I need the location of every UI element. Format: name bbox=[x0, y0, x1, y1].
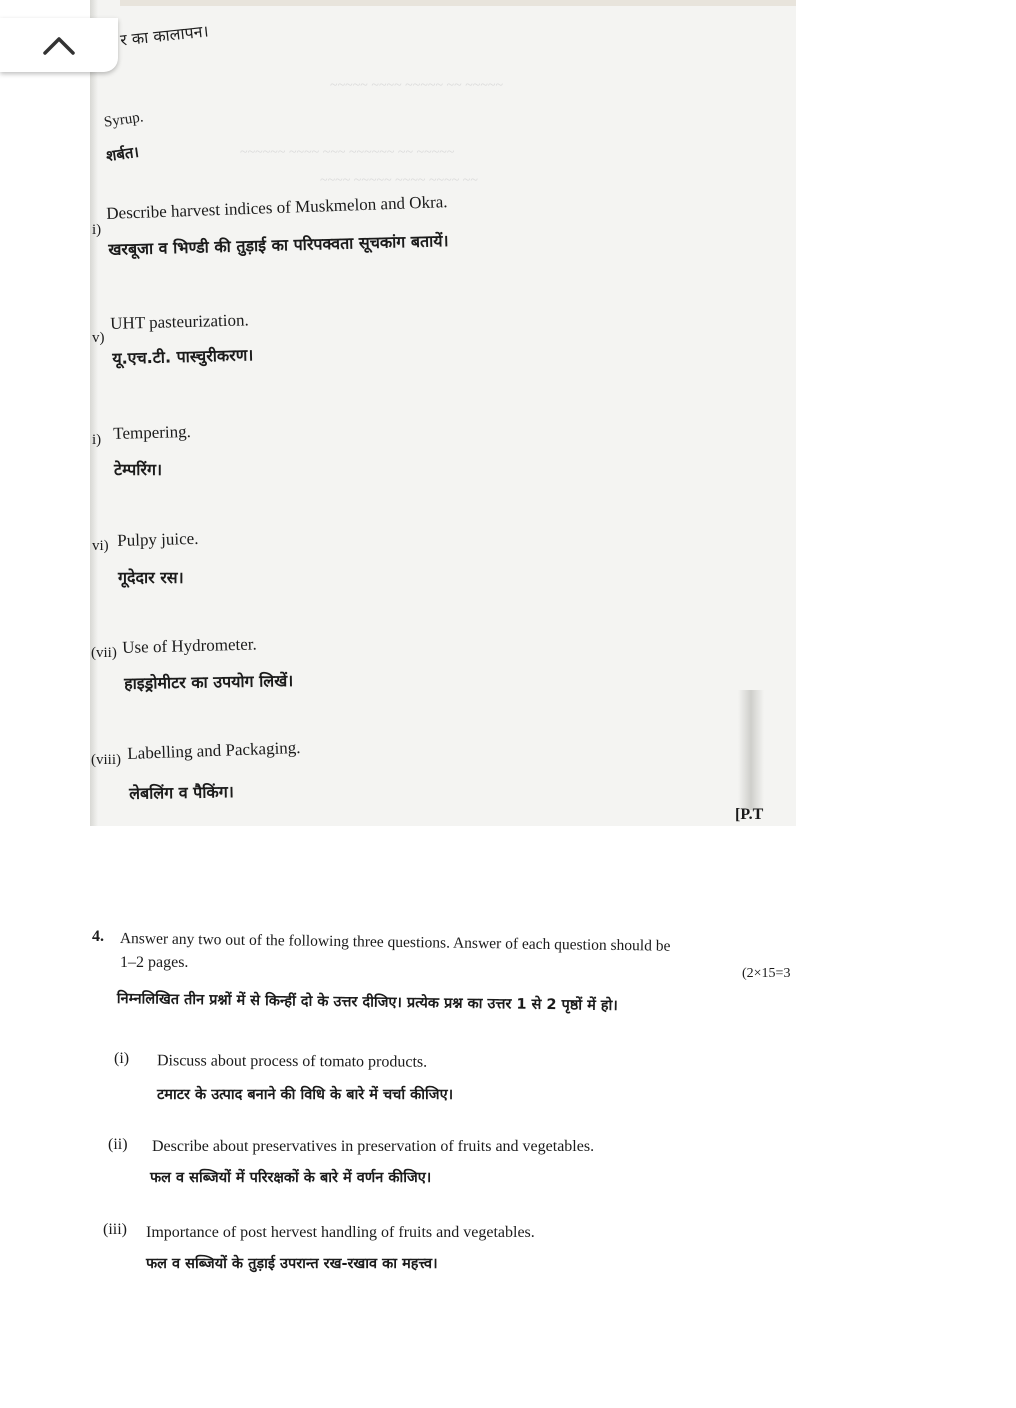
subquestion-en: Discuss about process of tomato products. bbox=[156, 1052, 428, 1071]
subquestion-hi: टमाटर के उत्पाद बनाने की विधि के बारे में चर्चा कीजिए। bbox=[157, 1087, 454, 1103]
subquestion-en: Describe about preservatives in preservation of fruits and vegetables. bbox=[152, 1138, 595, 1155]
question-en: Use of Hydrometer. bbox=[122, 634, 258, 657]
sheet-fold-shade bbox=[738, 690, 764, 810]
pto-label: [P.T bbox=[735, 806, 764, 823]
syrup-hi: शर्बत। bbox=[104, 142, 141, 166]
subquestion-marker: (i) bbox=[114, 1050, 130, 1067]
question-en: UHT pasteurization. bbox=[110, 310, 249, 333]
question-marker: (vii) bbox=[91, 645, 117, 661]
section-instruction-hi: निम्नलिखित तीन प्रश्नों में से किन्हीं दो के उत्तर दीजिए। प्रत्येक प्रश्न का उत्तर 1 से 2 पृष्ठों में हो। bbox=[116, 990, 618, 1014]
scanned-sheet-upper bbox=[90, 0, 796, 826]
section-number: 4. bbox=[92, 928, 104, 945]
question-marker: i) bbox=[92, 432, 102, 448]
syrup-en: Syrup. bbox=[103, 109, 145, 131]
question-en: Labelling and Packaging. bbox=[127, 737, 301, 763]
section-instruction-line1: Answer any two out of the following three questions. Answer of each question should be bbox=[119, 930, 671, 955]
heading-fragment: र का कालापन। bbox=[119, 21, 210, 50]
subquestion-en: Importance of post hervest handling of fruits and vegetables. bbox=[146, 1224, 535, 1241]
question-marker: i) bbox=[92, 222, 102, 238]
section-instruction-line2: 1–2 pages. bbox=[120, 954, 189, 971]
bleed-through-text: ~~~~~~ ~~~~ ~~~ ~~~~~~ ~~ ~~~~~ bbox=[240, 145, 455, 160]
question-en: Describe harvest indices of Muskmelon and Okra. bbox=[106, 192, 448, 223]
question-marker: (viii) bbox=[91, 752, 121, 768]
question-marker: v) bbox=[92, 330, 105, 346]
bleed-through-text: ~~~~ ~~~~~ ~~~~ ~~~~ ~~ bbox=[320, 173, 478, 188]
question-marker: vi) bbox=[92, 538, 109, 554]
question-hi: हाइड्रोमीटर का उपयोग लिखें। bbox=[124, 671, 294, 693]
back-button[interactable] bbox=[0, 18, 118, 72]
question-hi: यू.एच.टी. पास्चुरीकरण। bbox=[112, 345, 254, 368]
question-hi: खरबूजा व भिण्डी की तुड़ाई का परिपक्वता सूचकांग बतायें। bbox=[108, 231, 449, 259]
subquestion-marker: (ii) bbox=[108, 1136, 128, 1153]
chevron-up-icon bbox=[41, 33, 77, 57]
section-marks: (2×15=3 bbox=[742, 966, 791, 981]
question-hi: लेबलिंग व पैकिंग। bbox=[129, 782, 234, 803]
question-en: Tempering. bbox=[113, 421, 192, 443]
subquestion-hi: फल व सब्जियों में परिरक्षकों के बारे में वर्णन कीजिए। bbox=[150, 1170, 432, 1186]
bleed-through-text: ~~~~~ ~~~~ ~~~~~ ~~ ~~~~~ bbox=[330, 78, 504, 93]
sheet-edge-shadow bbox=[90, 0, 98, 826]
sheet-top-strip bbox=[120, 0, 796, 6]
question-en: Pulpy juice. bbox=[117, 528, 199, 550]
subquestion-marker: (iii) bbox=[103, 1221, 127, 1238]
question-hi: टेम्परिंग। bbox=[114, 460, 163, 479]
subquestion-hi: फल व सब्जियों के तुड़ाई उपरान्त रख-रखाव का महत्त्व। bbox=[146, 1256, 438, 1272]
question-hi: गूदेदार रस। bbox=[118, 568, 184, 587]
